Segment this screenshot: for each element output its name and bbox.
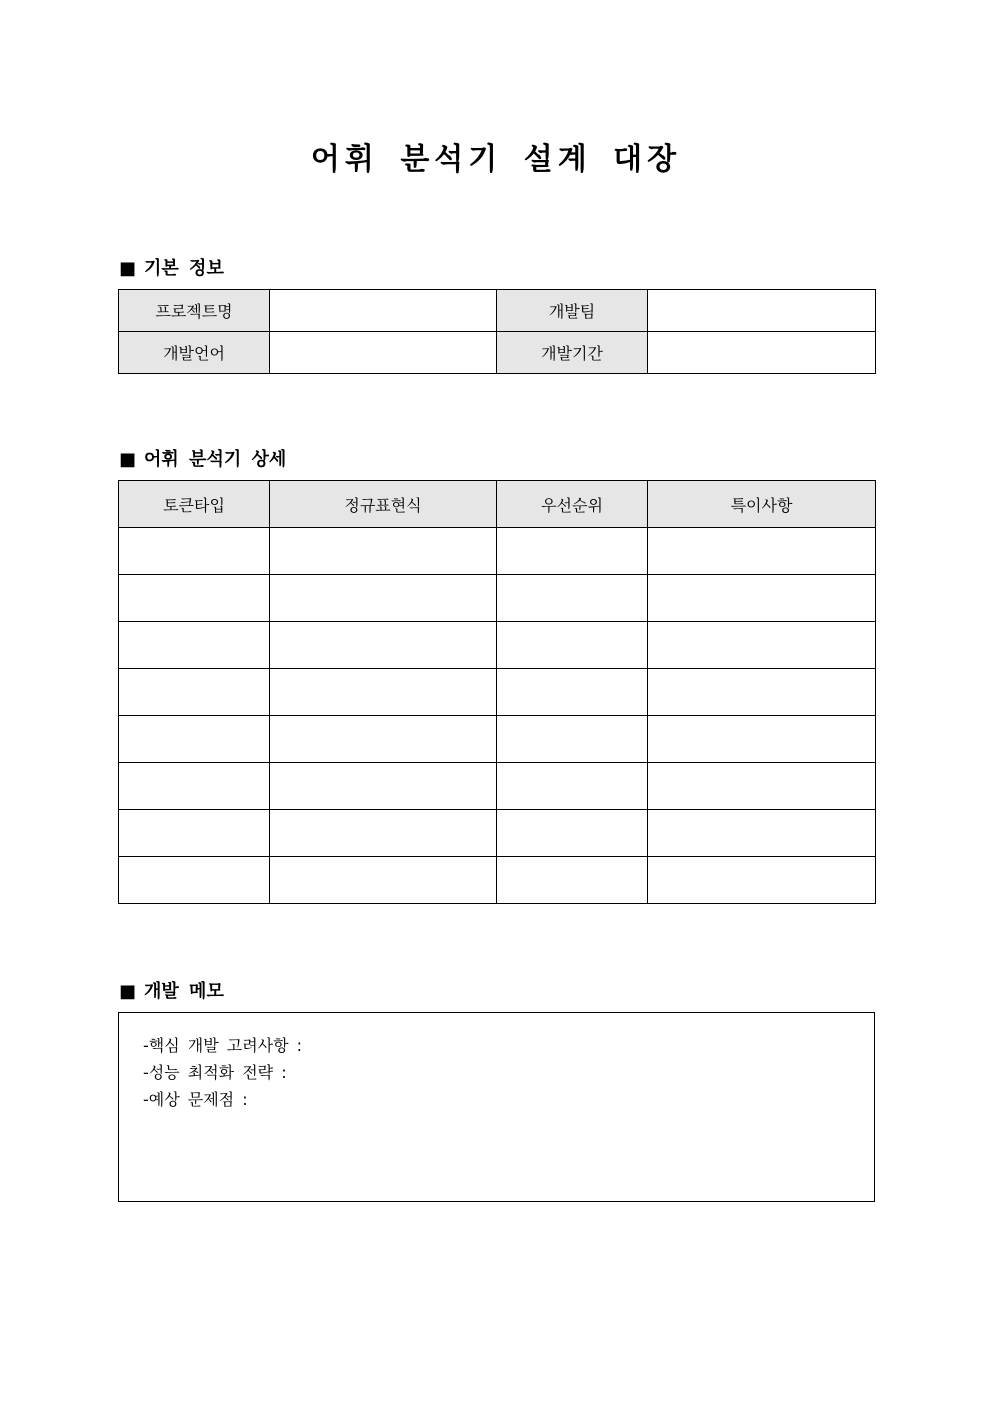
priority-cell[interactable] [497, 716, 648, 763]
memo-line-expected-issues: -예상 문제점 : [143, 1090, 248, 1109]
section-heading-label: 어휘 분석기 상세 [144, 449, 287, 470]
dev-period-label: 개발기간 [497, 332, 648, 374]
dev-period-field[interactable] [648, 332, 876, 374]
token-type-cell[interactable] [119, 669, 270, 716]
notes-cell[interactable] [648, 810, 876, 857]
analyzer-detail-table [118, 480, 876, 904]
regex-cell[interactable] [270, 857, 497, 904]
table-row [119, 669, 876, 716]
section-heading-label: 개발 메모 [144, 981, 224, 1002]
priority-cell[interactable] [497, 810, 648, 857]
priority-cell[interactable] [497, 763, 648, 810]
section-heading-basic-info [119, 254, 224, 280]
dev-team-label: 개발팀 [497, 290, 648, 332]
notes-cell[interactable] [648, 716, 876, 763]
notes-cell[interactable] [648, 575, 876, 622]
priority-cell[interactable] [497, 575, 648, 622]
token-type-cell[interactable] [119, 575, 270, 622]
dev-memo-box[interactable] [118, 1012, 875, 1202]
square-bullet-icon: ■ [119, 449, 137, 470]
column-header-priority: 우선순위 [497, 481, 648, 528]
regex-cell[interactable] [270, 716, 497, 763]
dev-language-label: 개발언어 [119, 332, 270, 374]
regex-cell[interactable] [270, 810, 497, 857]
table-row [119, 810, 876, 857]
table-row [119, 332, 876, 374]
priority-cell[interactable] [497, 622, 648, 669]
basic-info-table [118, 289, 876, 374]
analyzer-detail-body [119, 528, 876, 904]
column-header-notes: 특이사항 [648, 481, 876, 528]
page-title: 어휘 분석기 설계 대장 [310, 142, 682, 177]
priority-cell[interactable] [497, 669, 648, 716]
token-type-cell[interactable] [119, 528, 270, 575]
dev-team-field[interactable] [648, 290, 876, 332]
project-name-field[interactable] [270, 290, 497, 332]
dev-language-field[interactable] [270, 332, 497, 374]
notes-cell[interactable] [648, 622, 876, 669]
notes-cell[interactable] [648, 763, 876, 810]
table-row [119, 290, 876, 332]
regex-cell[interactable] [270, 763, 497, 810]
square-bullet-icon: ■ [119, 981, 137, 1002]
priority-cell[interactable] [497, 857, 648, 904]
priority-cell[interactable] [497, 528, 648, 575]
token-type-cell[interactable] [119, 716, 270, 763]
token-type-cell[interactable] [119, 763, 270, 810]
regex-cell[interactable] [270, 669, 497, 716]
notes-cell[interactable] [648, 857, 876, 904]
token-type-cell[interactable] [119, 622, 270, 669]
token-type-cell[interactable] [119, 810, 270, 857]
memo-line-core-considerations: -핵심 개발 고려사항 : [143, 1036, 303, 1055]
table-row [119, 857, 876, 904]
table-header-row [119, 481, 876, 528]
table-row [119, 622, 876, 669]
regex-cell[interactable] [270, 622, 497, 669]
regex-cell[interactable] [270, 575, 497, 622]
token-type-cell[interactable] [119, 857, 270, 904]
table-row [119, 763, 876, 810]
notes-cell[interactable] [648, 669, 876, 716]
memo-line-performance-strategy: -성능 최적화 전략 : [143, 1063, 287, 1082]
section-heading-analyzer-detail [119, 445, 286, 471]
section-heading-dev-memo [119, 977, 224, 1003]
square-bullet-icon: ■ [119, 258, 137, 279]
section-heading-label: 기본 정보 [144, 258, 224, 279]
column-header-regex: 정규표현식 [270, 481, 497, 528]
table-row [119, 716, 876, 763]
column-header-token-type: 토큰타입 [119, 481, 270, 528]
project-name-label: 프로젝트명 [119, 290, 270, 332]
table-row [119, 575, 876, 622]
table-row [119, 528, 876, 575]
notes-cell[interactable] [648, 528, 876, 575]
regex-cell[interactable] [270, 528, 497, 575]
